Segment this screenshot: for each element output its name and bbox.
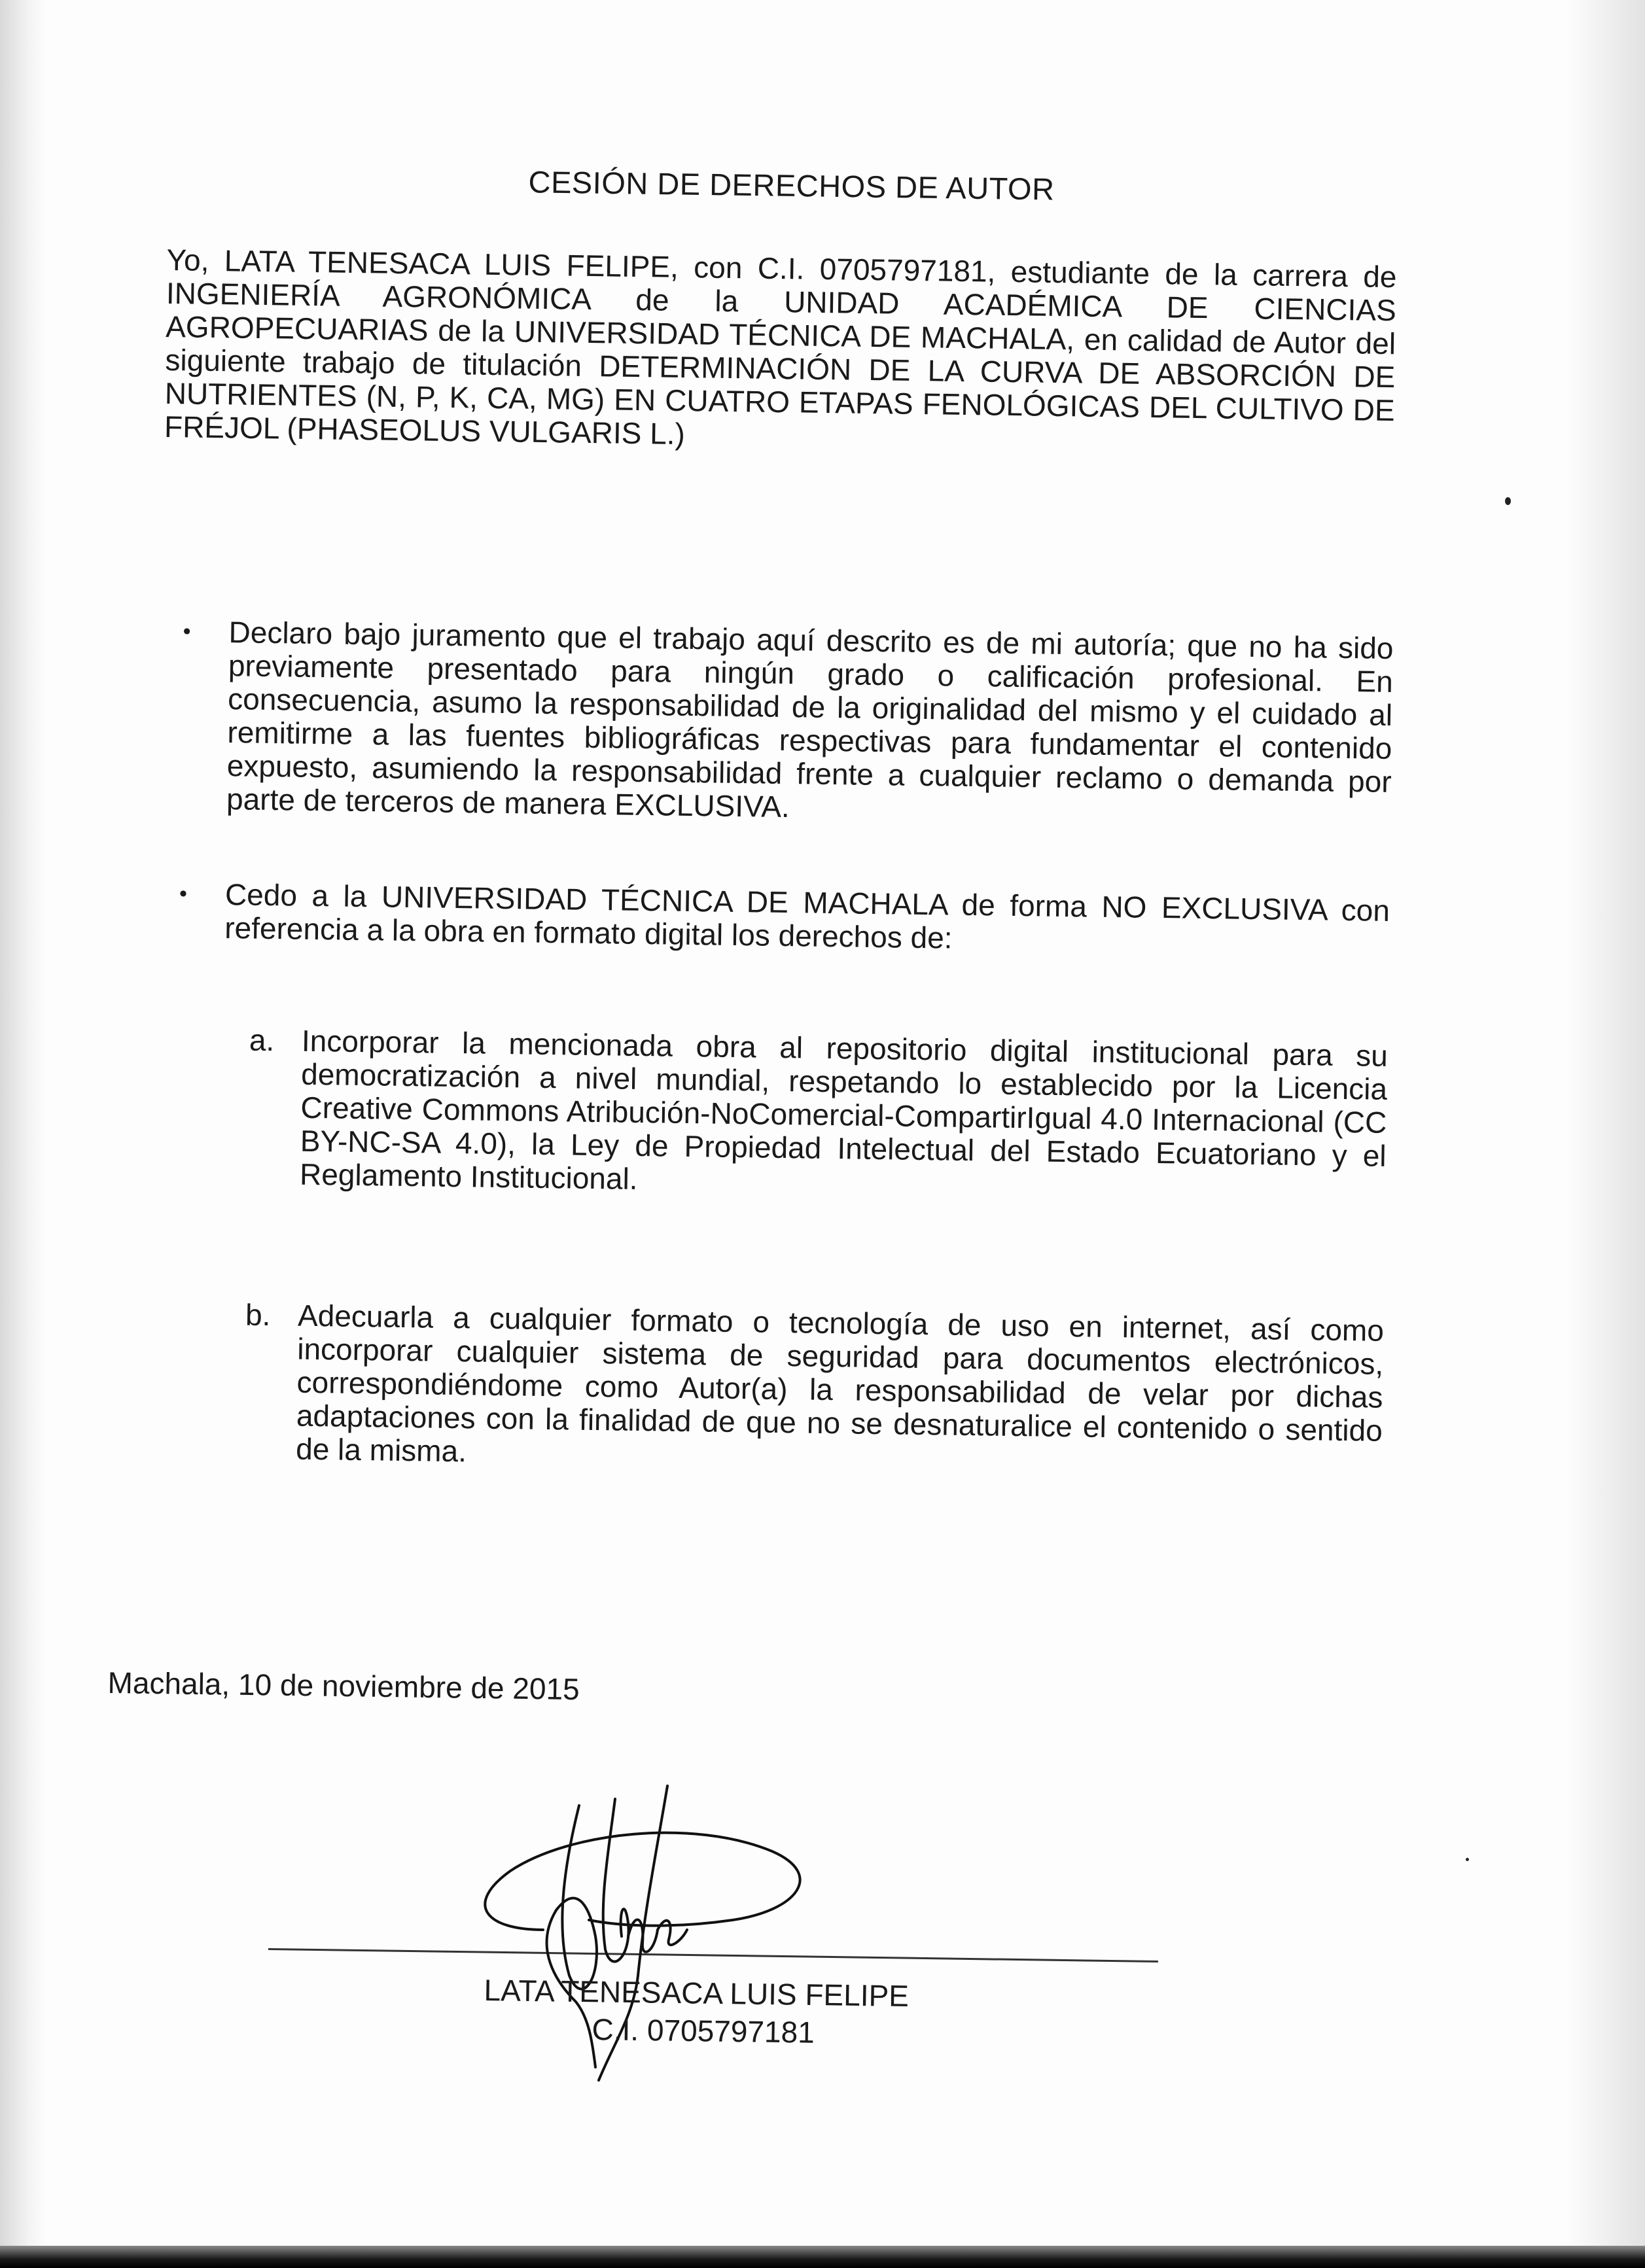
date-line: Machala, 10 de noviembre de 2015 <box>107 1666 580 1707</box>
document-title: CESIÓN DE DERECHOS DE AUTOR <box>528 164 1055 207</box>
scan-shadow-right <box>1566 0 1645 2268</box>
declaration-text: Declaro bajo juramento que el trabajo aquí descrito es de mi autoría; que no ha sido previamente presentado para ningún grado o calificación profesional. En consecuencia, asumo la responsabilidad de la originalidad del mismo y el cuidado al remitirme a las fuentes bibliográficas respectivas para fundamentar el contenido expuesto, asumiendo la responsabilidad frente a cualquier reclamo o demanda por parte de terceros de manera EXCLUSIVA. <box>226 615 1394 824</box>
signer-id: C.I. 0705797181 <box>592 2012 815 2050</box>
scan-border-bottom <box>0 2246 1645 2268</box>
rights-text: Incorporar la mencionada obra al repositorio digital institucional para su democratización a nivel mundial, respetando lo establecido por la Licencia Creative Commons Atribución-NoComercial-CompartirIgual 4.0 Internacional (CC BY-NC-SA 4.0), la Ley de Propiedad Intelectual del Estado Ecuatoriano y el Reglamento Institucional. <box>299 1023 1389 1196</box>
declaration-item <box>174 615 1394 832</box>
rights-list <box>217 1023 1388 1481</box>
declarations-list <box>165 615 1394 1481</box>
declaration-item <box>165 877 1390 1481</box>
rights-text: Adecuarla a cualquier formato o tecnología de uso en internet, así como incorporar cualquier sistema de seguridad para documentos electrónicos, correspondiéndome como Autor(a) la responsabilidad de velar por dichas adaptaciones con la finalidad de que no se desnaturalice el contenido o sentido de la misma. <box>295 1298 1385 1469</box>
bullet-marker: • <box>179 881 188 907</box>
rights-item <box>247 1024 1388 1206</box>
bullet-marker: • <box>183 619 191 644</box>
intro-paragraph: Yo, LATA TENESACA LUIS FELIPE, con C.I. 0705797181, estudiante de la carrera de INGENIERÍA AGRONÓMICA de la UNIDAD ACADÉMICA DE CIENCIAS AGROPECUARIAS de la UNIVERSIDAD TÉCNICA DE MACHALA, en calidad de Autor del siguiente trabajo de titulación DETERMINACIÓN DE LA CURVA DE ABSORCIÓN DE NUTRIENTES (N, P, K, CA, MG) EN CUATRO ETAPAS FENOLÓGICAS DEL CULTIVO DE FRÉJOL (PHASEOLUS VULGARIS L.) <box>164 243 1397 451</box>
sub-marker: b. <box>245 1297 271 1333</box>
scan-speck <box>1505 497 1511 505</box>
sub-marker: a. <box>249 1022 275 1058</box>
signer-name: LATA TENESACA LUIS FELIPE <box>484 1973 910 2014</box>
scan-shadow-left <box>0 0 46 2268</box>
declaration-text: Cedo a la UNIVERSIDAD TÉCNICA DE MACHALA de forma NO EXCLUSIVA con referencia a la obra en formato digital los derechos de: <box>224 877 1390 955</box>
rights-item <box>243 1299 1384 1481</box>
scan-speck <box>1466 1858 1469 1861</box>
